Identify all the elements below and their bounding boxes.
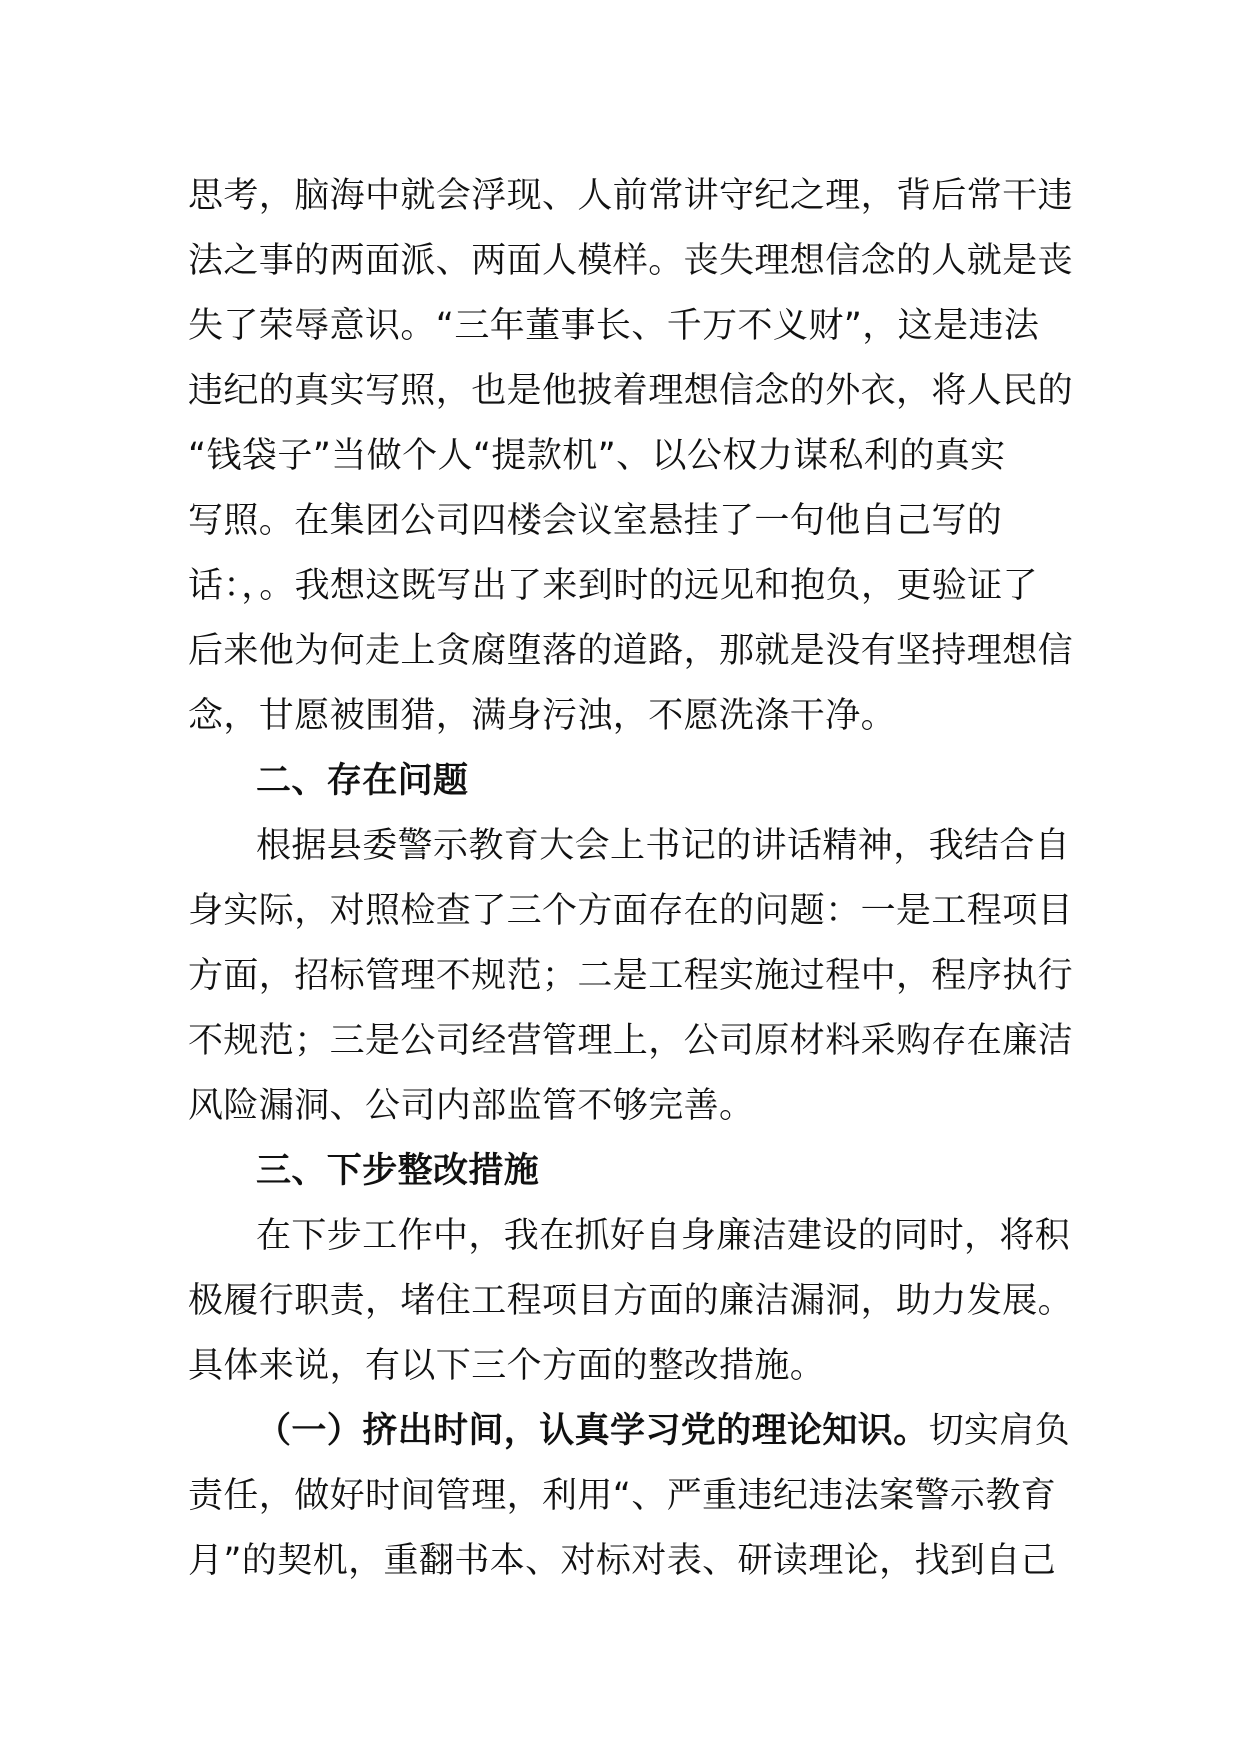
section-heading-measures: 三、下步整改措施 — [256, 1151, 540, 1191]
body-line: 具体来说，有以下三个方面的整改措施。 — [188, 1346, 826, 1386]
subsection-text: 切实肩负 — [928, 1411, 1071, 1451]
body-line: 念，甘愿被围猎，满身污浊，不愿洗涤干净。 — [188, 696, 897, 736]
body-line: 思考，脑海中就会浮现、人前常讲守纪之理，背后常干违 — [188, 176, 1074, 216]
body-line: 写照。在集团公司四楼会议室悬挂了一句他自己写的 — [188, 501, 1003, 541]
body-line: 责任，做好时间管理，利用“、严重违纪违法案警示教育 — [188, 1476, 1057, 1516]
body-line: 话：，。我想这既写出了来到时的远见和抱负，更验证了 — [188, 566, 1039, 606]
subsection-line — [188, 1399, 1071, 1464]
body-line: 根据县委警示教育大会上书记的讲话精神，我结合自 — [256, 826, 1071, 866]
section-heading-problems: 二、存在问题 — [256, 761, 469, 801]
body-line: 在下步工作中，我在抓好自身廉洁建设的同时，将积 — [256, 1216, 1071, 1256]
body-line: 违纪的真实写照，也是他披着理想信念的外衣，将人民的 — [188, 371, 1074, 411]
body-line: 方面，招标管理不规范；二是工程实施过程中，程序执行 — [188, 956, 1074, 996]
body-line: 不规范；三是公司经营管理上，公司原材料采购存在廉洁 — [188, 1021, 1074, 1061]
body-line: 法之事的两面派、两面人模样。丧失理想信念的人就是丧 — [188, 241, 1074, 281]
body-line: 风险漏洞、公司内部监管不够完善。 — [188, 1086, 755, 1126]
subsection-title: （一）挤出时间，认真学习党的理论知识。 — [256, 1411, 929, 1451]
body-line: 后来他为何走上贪腐堕落的道路，那就是没有坚持理想信 — [188, 631, 1074, 671]
document-page — [188, 164, 1074, 1594]
body-line: 极履行职责，堵住工程项目方面的廉洁漏洞，助力发展。 — [188, 1281, 1074, 1321]
body-line: 月”的契机，重翻书本、对标对表、研读理论，找到自己 — [188, 1541, 1057, 1581]
body-line: 失了荣辱意识。“三年董事长、千万不义财”，这是违法 — [188, 306, 1040, 346]
body-line: 身实际，对照检查了三个方面存在的问题：一是工程项目 — [188, 891, 1074, 931]
body-line: “钱袋子”当做个人“提款机”、以公权力谋私利的真实 — [188, 436, 1006, 476]
